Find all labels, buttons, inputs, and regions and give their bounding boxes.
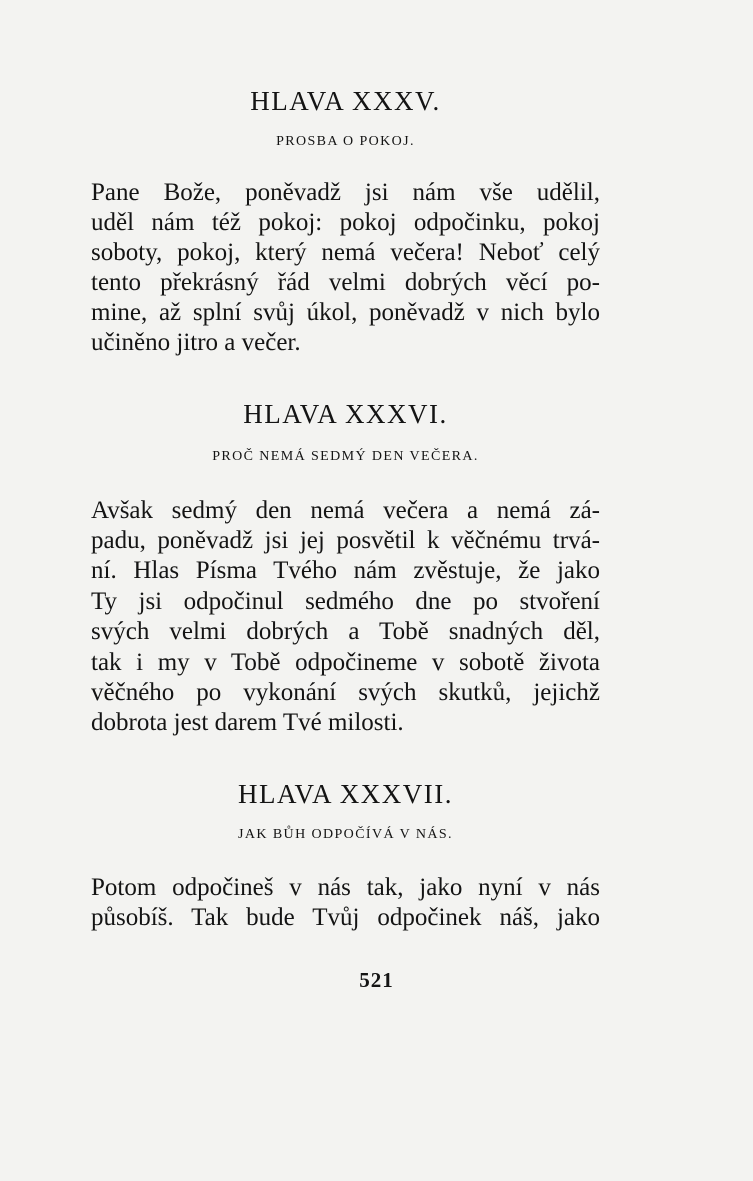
text-line: učiněno jitro a večer. — [91, 329, 301, 356]
text-line: soboty, pokoj, který nemá večera! Neboť celý — [91, 239, 600, 266]
text-line: Potom odpočineš v nás tak, jako nyní v nás — [91, 874, 600, 901]
text-line: věčného po vykonání svých skutků, jejichž — [91, 679, 600, 706]
chapter-heading: HLAVA XXXVII. — [237, 779, 453, 809]
text-line: tak i my v Tobě odpočineme v sobotě života — [91, 649, 600, 676]
chapter-subtitle: JAK BŮH ODPOČÍVÁ V NÁS. — [238, 827, 453, 842]
chapter-heading: HLAVA XXXV. — [250, 86, 441, 116]
text-line: uděl nám též pokoj: pokoj odpočinku, pokoj — [91, 209, 600, 236]
text-line: ní. Hlas Písma Tvého nám zvěstuje, že jako — [91, 557, 600, 584]
text-line: Pane Bože, poněvadž jsi nám vše udělil, — [91, 179, 600, 206]
page-number: 521 — [359, 968, 394, 992]
text-line: Ty jsi odpočinul sedmého dne po stvoření — [91, 588, 600, 615]
text-line: dobrota jest darem Tvé milosti. — [91, 709, 404, 736]
chapter-subtitle: PROČ NEMÁ SEDMÝ DEN VEČERA. — [212, 449, 479, 464]
text-line: Avšak sedmý den nemá večera a nemá zá- — [91, 497, 600, 524]
text-line: svých velmi dobrých a Tobě snadných děl, — [91, 618, 600, 645]
text-line: tento překrásný řád velmi dobrých věcí po- — [91, 269, 600, 296]
text-line: mine, až splní svůj úkol, poněvadž v nich bylo — [91, 299, 600, 326]
chapter-heading: HLAVA XXXVI. — [243, 399, 448, 429]
chapter-subtitle: PROSBA O POKOJ. — [276, 134, 415, 149]
chapter-37 — [91, 0, 600, 1181]
text-line: padu, poněvadž jsi jej posvětil k věčnému trvá- — [91, 527, 600, 554]
text-line: působíš. Tak bude Tvůj odpočinek náš, jako — [91, 904, 600, 931]
